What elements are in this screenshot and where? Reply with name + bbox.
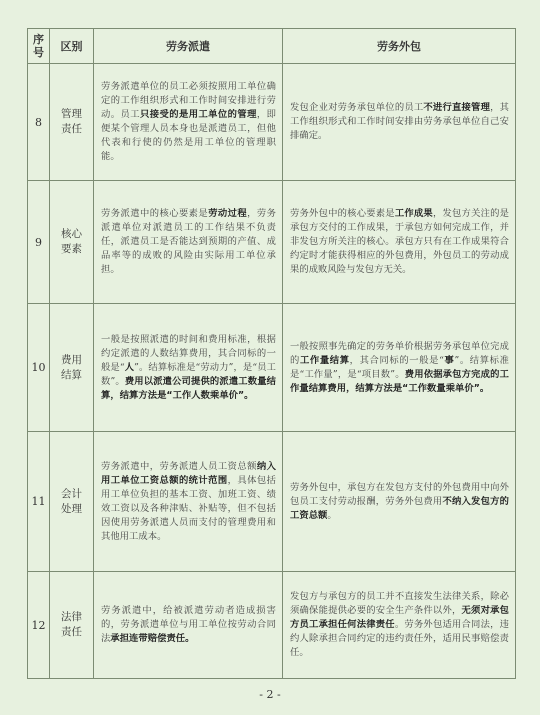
row-category [50,181,94,304]
body-text: 劳务外包中的核心要素是 [290,208,395,219]
body-text: 发包企业对劳务承包单位的员工 [290,102,424,113]
emphasis-text: 纳入用工单位工资总额的统计范围 [101,460,276,486]
header-outsourcing: 劳务外包 [283,29,516,64]
body-text: 劳务外包中，承包方在发包方支付的外包费用中向外包员工支付劳动报酬，劳务外包费用 [290,481,509,507]
emphasis-text: 费用依据承包方完成的工作量结算费用，结算方法是“工作数量乘单价”。 [290,368,509,394]
emphasis-text: 劳动过程 [208,208,248,219]
dispatch-cell [94,304,283,432]
body-text: ”。结算标准是“工作量”，是“项目数”。 [290,354,509,380]
row-number: 10 [28,304,50,432]
outsourcing-cell [283,572,516,679]
emphasis-text: 人 [124,361,135,373]
dispatch-cell [94,432,283,572]
outsourcing-cell [283,304,516,432]
emphasis-text: 费用以派遣公司提供的派遣工数量结算，结算方法是“工作人数乘单价”。 [101,375,276,401]
table-row [28,432,516,572]
category-line: 核心 [61,228,82,240]
body-text: ，即便某个管理人员本身也是派遣员工，但他代表和行使的仍然是用工单位的管理职能。 [101,109,276,162]
body-text: 。 [327,509,337,521]
body-text: ，劳务派遣单位对派遣员工的工作结果不负责任，派遣员工是否能达到预期的产值、成品率等的成败的风险由实际用工单位承担。 [101,208,277,275]
category-line: 管理 [61,108,82,120]
category-line: 结算 [61,368,82,381]
row-category [50,64,94,181]
row-category [50,432,94,572]
outsourcing-cell [283,64,516,181]
category-line: 处理 [61,502,82,515]
body-text: ，发包方关注的是承包方交付的工作成果，于承包方如何完成工作，并非发包方所关注的核心。承包方只有在工作成果符合约定时才能获得相应的外包费用，外包员工的劳动成果的成败风险与发包方无关。 [290,208,510,275]
category-line: 会计 [61,487,82,500]
table-row [28,572,516,679]
body-text: 。劳务外包适用合同法，违约人除承担合同约定的违约责任外，适用民事赔偿责任。 [290,619,509,658]
category-line: 责任 [61,123,82,135]
dispatch-cell [94,64,283,181]
category-line: 责任 [61,626,82,638]
outsourcing-cell [283,432,516,572]
emphasis-text: 工作成果 [394,208,433,219]
emphasis-text: 不纳入发包方的工资总额 [290,495,509,521]
category-line: 要素 [61,243,82,255]
category-line: 法律 [61,611,82,623]
body-text: 一般是按照派遣的时间和费用标准，根据约定派遣的人数结算费用，其合同标的一般是“ [101,333,276,373]
body-text: ，其合同标的一般是“ [349,354,444,366]
row-category [50,304,94,432]
row-number: 12 [28,572,50,679]
header-dispatch: 劳务派遣 [94,29,283,64]
body-text: 劳务派遣中，给被派遣劳动者造成损害的，劳务派遣单位与用工单位按劳动合同法 [101,605,276,644]
emphasis-text: 承担连带赔偿责任。 [110,633,195,644]
page-number: - 2 - [259,688,281,701]
dispatch-cell [94,181,283,304]
body-text: 劳务派遣单位的员工必须按照用工单位确定的工作组织形式和工作时间安排进行劳动。员工 [101,81,276,120]
emphasis-text: 不进行直接管理 [423,102,491,113]
body-text: ”。结算标准是“劳动力”，是“员工数”。 [101,361,276,387]
table-row [28,181,516,304]
outsourcing-cell [283,181,516,304]
body-text: 一般按照事先确定的劳务单价根据劳务承包单位完成的 [290,340,509,366]
body-text: 劳务派遣中的核心要素是 [101,208,209,219]
row-number: 9 [28,181,50,304]
table-row [28,304,516,432]
category-line: 费用 [61,353,82,366]
row-number: 11 [28,432,50,572]
dispatch-cell [94,572,283,679]
emphasis-text: 事 [443,354,455,366]
emphasis-text: 工作量结算 [299,354,350,366]
row-category [50,572,94,679]
emphasis-text: 只接受的是用工单位的管理 [139,109,257,120]
table-row [28,64,516,181]
body-text: 劳务派遣中，劳务派遣人员工资总额 [101,460,257,472]
comparison-table [27,28,516,679]
emphasis-text: 无须对承包方员工承担任何法律责任 [290,605,509,630]
header-no: 序号 [28,29,50,64]
body-text: 发包方与承包方的员工并不直接发生法律关系，除必须确保能提供必要的安全生产条件以外， [290,591,509,616]
table-header-row [28,29,516,64]
body-text: ，其工作组织形式和工作时间安排由劳务承包单位自己安排确定。 [290,102,509,141]
body-text: ，具体包括用工单位负担的基本工资、加班工资、绩效工资以及各种津贴、补贴等，但不包括因使用劳务派遣人员而支付的管理费用和其他用工成本。 [101,474,276,542]
header-category: 区别 [50,29,94,64]
row-number: 8 [28,64,50,181]
